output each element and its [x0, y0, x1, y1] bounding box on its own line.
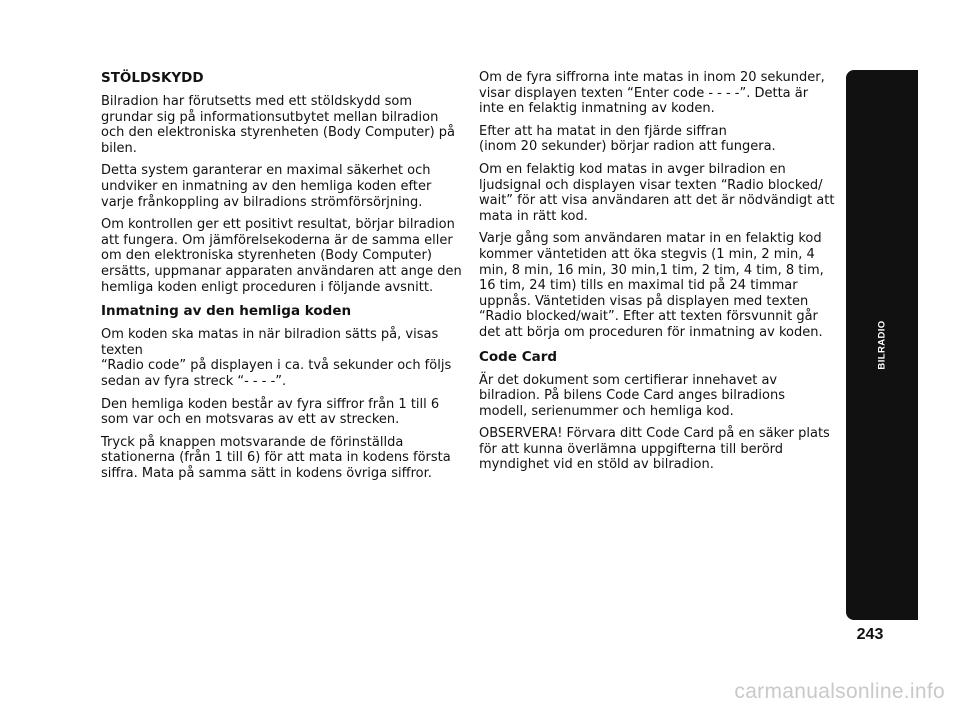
page-number: 243 [856, 626, 884, 643]
right-column [479, 70, 835, 480]
paragraph: Den hemliga koden består av fyra siffror från 1 till 6 som var och en motsvaras av ett av strecken. [101, 396, 440, 428]
paragraph: Efter att ha matat in den fjärde siffran (inom 20 sekunder) börjar radion att fungera. [479, 123, 776, 155]
paragraph: Varje gång som användaren matar in en felaktig kod kommer väntetiden att öka stegvis (1 min, 2 min, 4 min, 8 min, 16 min, 30 min,1 tim, 2 tim, 4 tim, 8 tim, 16 tim, 24 tim) tills en maximal tid på 24 timmar uppnås. Väntetiden visas på displayen med texten “Radio blocked/wait”. Efter att texten försvunnit går det att börja om proceduren för inmatning av koden. [479, 231, 824, 340]
section-heading-code-card: Code Card [479, 348, 558, 365]
paragraph: Bilradion har förutsetts med ett stöldskydd som grundar sig på informationsutbytet mellan bilradion och den elektroniska styrenheten (Body Computer) på bilen. [101, 94, 455, 156]
paragraph: OBSERVERA! Förvara ditt Code Card på en säker plats för att kunna överlämna uppgifterna till berörd myndighet vid en stöld av bilradion. [479, 426, 830, 473]
left-column [101, 70, 463, 488]
paragraph: Detta system garanterar en maximal säkerhet och undviker en inmatning av den hemliga koden efter varje frånkoppling av bilradions strömförsörjning. [101, 163, 432, 210]
section-heading-anti-theft: STÖLDSKYDD [101, 70, 204, 86]
chapter-tab-label: BILRADIO [876, 320, 888, 370]
chapter-side-tab [846, 70, 918, 620]
watermark: carmanualsonline.info [734, 680, 945, 703]
paragraph: Om koden ska matas in när bilradion sätts på, visas texten “Radio code” på displayen i ca. två sekunder och följs sedan av fyra streck “- - - -”. [101, 327, 452, 389]
paragraph: Tryck på knappen motsvarande de förinställda stationerna (från 1 till 6) för att mata in kodens första siffra. Mata på samma sätt in kodens övriga siffror. [101, 434, 451, 481]
section-heading-code-entry: Inmatning av den hemliga koden [101, 303, 352, 320]
paragraph: Om kontrollen ger ett positivt resultat, börjar bilradion att fungera. Om jämförelsekoderna är de samma eller om den elektroniska styrenheten (Body Computer) ersätts, uppmanar apparaten användaren att ange den hemliga koden enligt proceduren i följande avsnitt. [101, 217, 462, 295]
paragraph: Om en felaktig kod matas in avger bilradion en ljudsignal och displayen visar texten “Radio blocked/ wait” för att visa användaren att det är nödvändigt att mata in rätt kod. [479, 161, 835, 224]
paragraph: Är det dokument som certifierar innehavet av bilradion. På bilens Code Card anges bilradions modell, serienummer och hemliga kod. [479, 372, 786, 419]
paragraph: Om de fyra siffrorna inte matas in inom 20 sekunder, visar displayen texten “Enter code - - - -”. Detta är inte en felaktig inmatning av koden. [479, 70, 825, 117]
